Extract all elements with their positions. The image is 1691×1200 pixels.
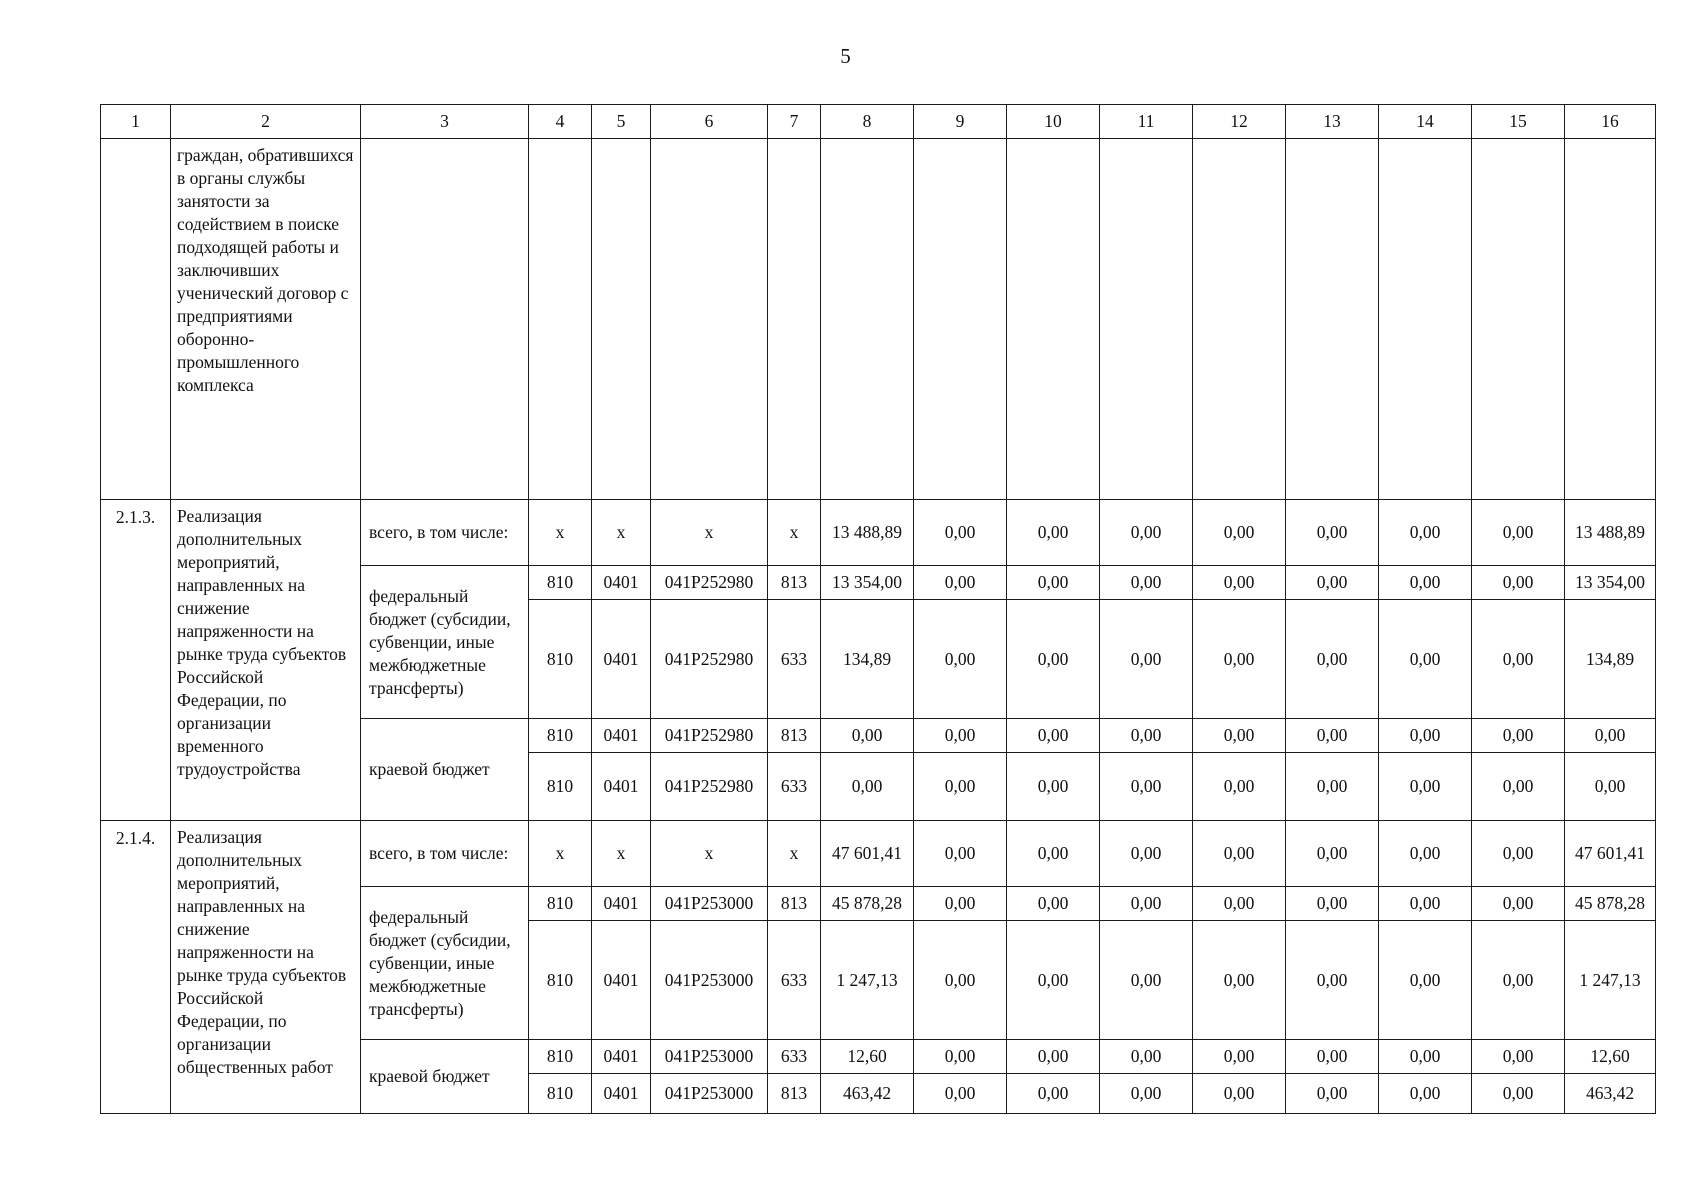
- cell-c5: 0401: [592, 600, 651, 719]
- cell-c6: 041P253000: [651, 887, 768, 921]
- federal-budget-label: федеральный бюджет (субсидии, субвенции, иные межбюджетные трансферты): [361, 566, 529, 719]
- cell-c13: 0,00: [1286, 1074, 1379, 1114]
- cell-c12: 0,00: [1193, 753, 1286, 821]
- table-body: [101, 139, 1656, 1114]
- cell-c15: 0,00: [1472, 719, 1565, 753]
- cell-c5: 0401: [592, 1074, 651, 1114]
- cell-c11: 0,00: [1100, 887, 1193, 921]
- cell-c14: 0,00: [1379, 1040, 1472, 1074]
- cell-c11: 0,00: [1100, 500, 1193, 566]
- cell-c5: x: [592, 821, 651, 887]
- column-header: 13: [1286, 105, 1379, 139]
- cell-c10: 0,00: [1007, 921, 1100, 1040]
- cell-c6: 041P253000: [651, 1074, 768, 1114]
- cell-c10: 0,00: [1007, 719, 1100, 753]
- empty-cell: [361, 139, 529, 500]
- cell-c9: 0,00: [914, 921, 1007, 1040]
- cell-c14: 0,00: [1379, 1074, 1472, 1114]
- cell-c13: 0,00: [1286, 821, 1379, 887]
- cell-c5: 0401: [592, 719, 651, 753]
- cell-c10: 0,00: [1007, 753, 1100, 821]
- empty-cell: [914, 139, 1007, 500]
- cell-c5: 0401: [592, 566, 651, 600]
- cell-c5: 0401: [592, 1040, 651, 1074]
- cell-c15: 0,00: [1472, 1040, 1565, 1074]
- empty-cell: [529, 139, 592, 500]
- header-row: [101, 105, 1656, 139]
- cell-c11: 0,00: [1100, 1040, 1193, 1074]
- cell-c8: 134,89: [821, 600, 914, 719]
- cell-c12: 0,00: [1193, 821, 1286, 887]
- cell-c13: 0,00: [1286, 566, 1379, 600]
- cell-c4: 810: [529, 753, 592, 821]
- cell-c6: 041P253000: [651, 1040, 768, 1074]
- cell-c6: x: [651, 500, 768, 566]
- cell-c5: 0401: [592, 887, 651, 921]
- cell-c14: 0,00: [1379, 921, 1472, 1040]
- section-name: Реализация дополнительных мероприятий, направленных на снижение напряженности на рынке труда субъектов Российской Федерации, по организации общественных работ: [171, 821, 361, 1114]
- column-header: 15: [1472, 105, 1565, 139]
- cell-c9: 0,00: [914, 500, 1007, 566]
- cell-c13: 0,00: [1286, 921, 1379, 1040]
- cell-c14: 0,00: [1379, 753, 1472, 821]
- cell-c14: 0,00: [1379, 719, 1472, 753]
- cell-c7: x: [768, 821, 821, 887]
- budget-table: [100, 104, 1656, 1114]
- empty-cell: [1007, 139, 1100, 500]
- empty-cell: [1193, 139, 1286, 500]
- cell-c8: 0,00: [821, 719, 914, 753]
- cell-c11: 0,00: [1100, 600, 1193, 719]
- cell-c16: 13 488,89: [1565, 500, 1656, 566]
- cell-c6: 041P252980: [651, 600, 768, 719]
- cell-c16: 0,00: [1565, 719, 1656, 753]
- section-name: Реализация дополнительных мероприятий, направленных на снижение напряженности на рынке труда субъектов Российской Федерации, по организации временного трудоустройства: [171, 500, 361, 821]
- cell-c14: 0,00: [1379, 887, 1472, 921]
- column-header: 5: [592, 105, 651, 139]
- cell-c8: 45 878,28: [821, 887, 914, 921]
- cell-c7: 813: [768, 566, 821, 600]
- continuation-text: граждан, обратившихся в органы службы занятости за содействием в поиске подходящей работы и заключивших ученический договор с предприятиями оборонно-промышленного комплекса: [171, 139, 361, 500]
- cell-c15: 0,00: [1472, 566, 1565, 600]
- cell-c4: 810: [529, 921, 592, 1040]
- cell-c12: 0,00: [1193, 1074, 1286, 1114]
- page-number: 5: [840, 44, 851, 68]
- cell-c7: 633: [768, 600, 821, 719]
- cell-c13: 0,00: [1286, 500, 1379, 566]
- cell-c12: 0,00: [1193, 719, 1286, 753]
- cell-c13: 0,00: [1286, 753, 1379, 821]
- cell-c6: 041P253000: [651, 921, 768, 1040]
- cell-c14: 0,00: [1379, 566, 1472, 600]
- section-total-row: [101, 821, 1656, 887]
- total-label: всего, в том числе:: [361, 500, 529, 566]
- cell-c13: 0,00: [1286, 600, 1379, 719]
- cell-c7: 633: [768, 921, 821, 1040]
- cell-c8: 47 601,41: [821, 821, 914, 887]
- cell-c10: 0,00: [1007, 1074, 1100, 1114]
- cell-c11: 0,00: [1100, 821, 1193, 887]
- cell-c14: 0,00: [1379, 600, 1472, 719]
- cell-c13: 0,00: [1286, 887, 1379, 921]
- cell-c13: 0,00: [1286, 719, 1379, 753]
- column-header: 7: [768, 105, 821, 139]
- empty-cell: [1286, 139, 1379, 500]
- cell-c10: 0,00: [1007, 821, 1100, 887]
- cell-c16: 0,00: [1565, 753, 1656, 821]
- cell-c15: 0,00: [1472, 921, 1565, 1040]
- column-header: 2: [171, 105, 361, 139]
- column-header: 10: [1007, 105, 1100, 139]
- cell-c5: 0401: [592, 921, 651, 1040]
- column-header: 8: [821, 105, 914, 139]
- empty-cell: [1565, 139, 1656, 500]
- cell-c6: 041P252980: [651, 753, 768, 821]
- empty-cell: [821, 139, 914, 500]
- total-label: всего, в том числе:: [361, 821, 529, 887]
- regional-budget-label: краевой бюджет: [361, 719, 529, 821]
- cell-c4: 810: [529, 1074, 592, 1114]
- cell-c7: x: [768, 500, 821, 566]
- empty-cell: [592, 139, 651, 500]
- column-header: 16: [1565, 105, 1656, 139]
- cell-c6: 041P252980: [651, 566, 768, 600]
- column-header: 1: [101, 105, 171, 139]
- cell-c7: 633: [768, 753, 821, 821]
- cell-c15: 0,00: [1472, 887, 1565, 921]
- section-number: 2.1.3.: [101, 500, 171, 821]
- cell-c8: 0,00: [821, 753, 914, 821]
- cell-c16: 12,60: [1565, 1040, 1656, 1074]
- cell-c12: 0,00: [1193, 500, 1286, 566]
- cell-c4: 810: [529, 887, 592, 921]
- cell-c8: 12,60: [821, 1040, 914, 1074]
- cell-c15: 0,00: [1472, 500, 1565, 566]
- empty-cell: [101, 139, 171, 500]
- cell-c7: 813: [768, 887, 821, 921]
- empty-cell: [1379, 139, 1472, 500]
- cell-c16: 45 878,28: [1565, 887, 1656, 921]
- cell-c11: 0,00: [1100, 719, 1193, 753]
- cell-c7: 633: [768, 1040, 821, 1074]
- cell-c13: 0,00: [1286, 1040, 1379, 1074]
- cell-c4: x: [529, 821, 592, 887]
- cell-c12: 0,00: [1193, 887, 1286, 921]
- cell-c8: 13 354,00: [821, 566, 914, 600]
- column-header: 6: [651, 105, 768, 139]
- cell-c12: 0,00: [1193, 921, 1286, 1040]
- column-header: 14: [1379, 105, 1472, 139]
- column-header: 4: [529, 105, 592, 139]
- cell-c15: 0,00: [1472, 1074, 1565, 1114]
- cell-c11: 0,00: [1100, 566, 1193, 600]
- empty-cell: [768, 139, 821, 500]
- cell-c9: 0,00: [914, 753, 1007, 821]
- cell-c16: 13 354,00: [1565, 566, 1656, 600]
- cell-c4: 810: [529, 719, 592, 753]
- cell-c15: 0,00: [1472, 753, 1565, 821]
- cell-c10: 0,00: [1007, 500, 1100, 566]
- cell-c11: 0,00: [1100, 1074, 1193, 1114]
- cell-c15: 0,00: [1472, 600, 1565, 719]
- cell-c4: 810: [529, 566, 592, 600]
- empty-cell: [1472, 139, 1565, 500]
- cell-c14: 0,00: [1379, 500, 1472, 566]
- section-total-row: [101, 500, 1656, 566]
- column-header: 9: [914, 105, 1007, 139]
- cell-c4: 810: [529, 1040, 592, 1074]
- cell-c9: 0,00: [914, 821, 1007, 887]
- cell-c9: 0,00: [914, 1074, 1007, 1114]
- cell-c9: 0,00: [914, 887, 1007, 921]
- cell-c16: 134,89: [1565, 600, 1656, 719]
- cell-c9: 0,00: [914, 566, 1007, 600]
- cell-c5: x: [592, 500, 651, 566]
- cell-c4: x: [529, 500, 592, 566]
- cell-c8: 13 488,89: [821, 500, 914, 566]
- continuation-row: [101, 139, 1656, 500]
- cell-c9: 0,00: [914, 719, 1007, 753]
- cell-c5: 0401: [592, 753, 651, 821]
- cell-c12: 0,00: [1193, 566, 1286, 600]
- cell-c10: 0,00: [1007, 1040, 1100, 1074]
- cell-c16: 1 247,13: [1565, 921, 1656, 1040]
- cell-c4: 810: [529, 600, 592, 719]
- cell-c7: 813: [768, 719, 821, 753]
- section-number: 2.1.4.: [101, 821, 171, 1114]
- column-header: 12: [1193, 105, 1286, 139]
- cell-c16: 463,42: [1565, 1074, 1656, 1114]
- federal-budget-label: федеральный бюджет (субсидии, субвенции, иные межбюджетные трансферты): [361, 887, 529, 1040]
- regional-budget-label: краевой бюджет: [361, 1040, 529, 1114]
- cell-c6: 041P252980: [651, 719, 768, 753]
- cell-c8: 1 247,13: [821, 921, 914, 1040]
- cell-c16: 47 601,41: [1565, 821, 1656, 887]
- column-header: 11: [1100, 105, 1193, 139]
- cell-c9: 0,00: [914, 600, 1007, 719]
- cell-c11: 0,00: [1100, 921, 1193, 1040]
- cell-c11: 0,00: [1100, 753, 1193, 821]
- empty-cell: [1100, 139, 1193, 500]
- cell-c12: 0,00: [1193, 1040, 1286, 1074]
- cell-c10: 0,00: [1007, 566, 1100, 600]
- cell-c15: 0,00: [1472, 821, 1565, 887]
- cell-c14: 0,00: [1379, 821, 1472, 887]
- cell-c10: 0,00: [1007, 887, 1100, 921]
- empty-cell: [651, 139, 768, 500]
- cell-c10: 0,00: [1007, 600, 1100, 719]
- column-header: 3: [361, 105, 529, 139]
- cell-c12: 0,00: [1193, 600, 1286, 719]
- cell-c7: 813: [768, 1074, 821, 1114]
- cell-c8: 463,42: [821, 1074, 914, 1114]
- cell-c9: 0,00: [914, 1040, 1007, 1074]
- cell-c6: x: [651, 821, 768, 887]
